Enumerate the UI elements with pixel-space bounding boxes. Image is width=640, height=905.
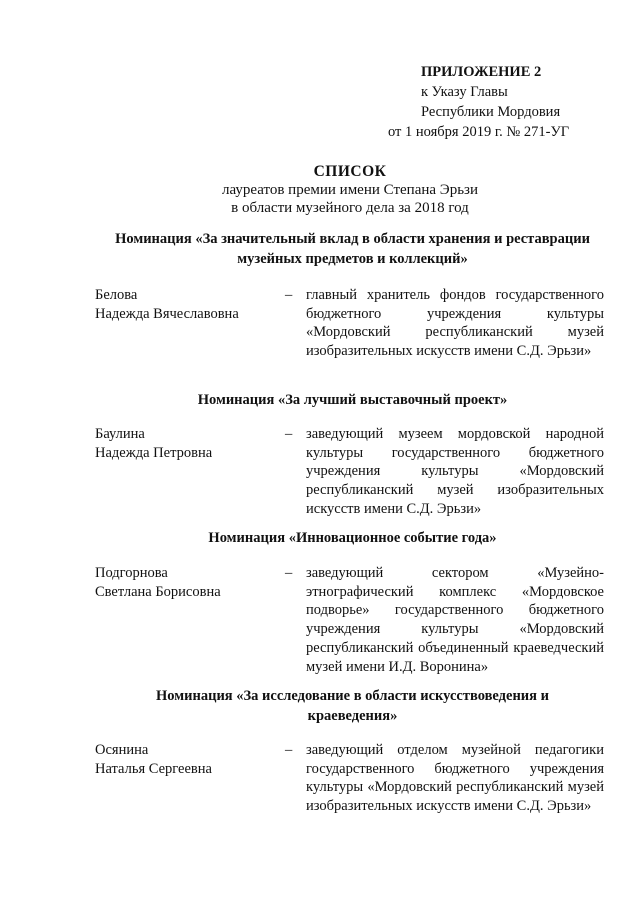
document-title: СПИСОК	[313, 163, 387, 180]
nomination-heading	[95, 528, 610, 548]
nomination-title-line: краеведения»	[307, 708, 398, 724]
laureate-name	[95, 741, 275, 778]
laureate-name	[95, 286, 275, 323]
laureate-given-names: Надежда Вячеславовна	[95, 305, 239, 322]
appendix-decree-date: от 1 ноября 2019 г. № 271-УГ	[388, 124, 570, 140]
nomination-title-line: Номинация «За лучший выставочный проект»	[197, 392, 508, 408]
dash-separator: –	[285, 287, 293, 303]
dash-separator: –	[285, 426, 293, 442]
appendix-title: ПРИЛОЖЕНИЕ 2	[421, 64, 542, 80]
laureate-surname: Осянина	[95, 742, 149, 758]
laureate-position: заведующий отделом музейной педагогики государственного бюджетного учреждения культуры «Мордовский республиканский музей изобразительных искусств имени С.Д. Эрьзи»	[306, 742, 604, 815]
appendix-line-1: к Указу Главы	[421, 84, 508, 100]
nomination-title-line: Номинация «Инновационное событие года»	[208, 530, 497, 546]
laureate-given-names: Надежда Петровна	[95, 444, 213, 461]
document-subtitle-2: в области музейного дела за 2018 год	[231, 200, 469, 216]
nomination-title-line: музейных предметов и коллекций»	[237, 251, 468, 267]
laureate-position: заведующий музеем мордовской народной культуры государственного бюджетного учреждения культуры «Мордовский республиканский музей изобразительных искусств имени С.Д. Эрьзи»	[306, 426, 604, 517]
laureate-position: главный хранитель фондов государственного бюджетного учреждения культуры «Мордовский республиканский музей изобразительных искусств имени С.Д. Эрьзи»	[306, 287, 604, 360]
nomination-title-line: Номинация «За исследование в области искусствоведения и	[156, 688, 549, 704]
nomination-heading	[95, 390, 610, 410]
nomination-title-line: Номинация «За значительный вклад в области хранения и реставрации	[115, 231, 590, 247]
laureate-surname: Белова	[95, 287, 138, 303]
dash-separator: –	[285, 742, 293, 758]
document-subtitle-1: лауреатов премии имени Степана Эрьзи	[222, 182, 478, 198]
nomination-heading	[95, 686, 610, 726]
laureate-surname: Баулина	[95, 426, 145, 442]
laureate-name	[95, 425, 275, 462]
dash-separator: –	[285, 565, 293, 581]
laureate-given-names: Светлана Борисовна	[95, 583, 221, 600]
nomination-heading	[95, 229, 610, 269]
appendix-line-2: Республики Мордовия	[421, 104, 561, 120]
document-header	[0, 163, 640, 217]
laureate-given-names: Наталья Сергеевна	[95, 760, 212, 777]
laureate-position: заведующий сектором «Музейно-этнографический комплекс «Мордовское подворье» государственного бюджетного учреждения культуры «Мордовский республиканский объединенный краеведческий музей имени И.Д. Воронина»	[306, 565, 604, 675]
appendix-block	[388, 62, 628, 142]
laureate-surname: Подгорнова	[95, 565, 168, 581]
laureate-name	[95, 564, 275, 601]
